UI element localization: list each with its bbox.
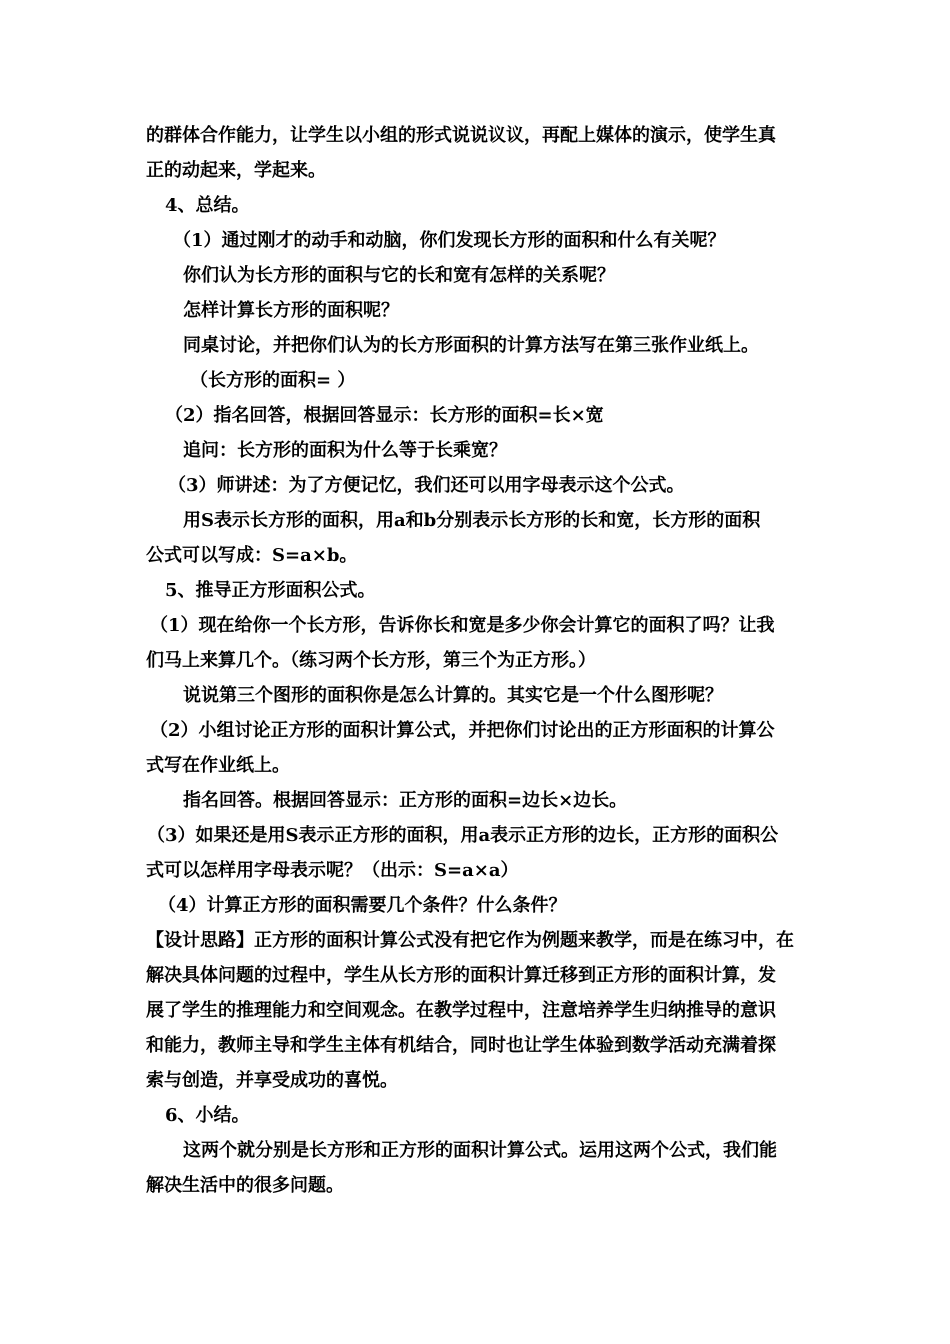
text-line: （3）师讲述：为了方便记忆，我们还可以用字母表示这个公式。 bbox=[168, 475, 685, 496]
text-line: （2）指名回答，根据回答显示：长方形的面积=长×宽 bbox=[165, 405, 604, 426]
text-line: （长方形的面积= ） bbox=[190, 370, 356, 391]
section-heading: 5、推导正方形面积公式。 bbox=[165, 580, 376, 601]
text-line: 式写在作业纸上。 bbox=[146, 755, 290, 776]
text-line: 正的动起来，学起来。 bbox=[146, 160, 326, 181]
text-line: 公式可以写成：S=a×b。 bbox=[146, 545, 358, 566]
text-line: 用S表示长方形的面积，用a和b分别表示长方形的长和宽，长方形的面积 bbox=[183, 510, 761, 531]
text-line: （3）如果还是用S表示正方形的面积，用a表示正方形的边长，正方形的面积公 bbox=[147, 825, 779, 846]
text-line: （1）现在给你一个长方形，告诉你长和宽是多少你会计算它的面积了吗？让我 bbox=[150, 615, 775, 636]
text-line: 你们认为长方形的面积与它的长和宽有怎样的关系呢？ bbox=[183, 265, 615, 286]
text-line: 展了学生的推理能力和空间观念。在教学过程中，注意培养学生归纳推导的意识 bbox=[146, 1000, 776, 1021]
text-line: 怎样计算长方形的面积呢？ bbox=[183, 300, 399, 321]
text-line: 解决具体问题的过程中，学生从长方形的面积计算迁移到正方形的面积计算，发 bbox=[146, 965, 776, 986]
text-line: 追问：长方形的面积为什么等于长乘宽？ bbox=[183, 440, 507, 461]
text-line: 式可以怎样用字母表示呢？（出示：S=a×a） bbox=[146, 860, 519, 881]
section-heading: 6、小结。 bbox=[165, 1105, 250, 1126]
text-line: 和能力，教师主导和学生主体有机结合，同时也让学生体验到数学活动充满着探 bbox=[146, 1035, 776, 1056]
text-line: 指名回答。根据回答显示：正方形的面积=边长×边长。 bbox=[183, 790, 628, 811]
text-line: 的群体合作能力，让学生以小组的形式说说议议，再配上媒体的演示，使学生真 bbox=[146, 125, 776, 146]
text-line: （4）计算正方形的面积需要几个条件？什么条件？ bbox=[158, 895, 567, 916]
text-line: 同桌讨论，并把你们认为的长方形面积的计算方法写在第三张作业纸上。 bbox=[183, 335, 759, 356]
text-line: （2）小组讨论正方形的面积计算公式，并把你们讨论出的正方形面积的计算公 bbox=[150, 720, 775, 741]
text-line: 说说第三个图形的面积你是怎么计算的。其实它是一个什么图形呢？ bbox=[183, 685, 723, 706]
text-line: 索与创造，并享受成功的喜悦。 bbox=[146, 1070, 398, 1091]
text-line: （1）通过刚才的动手和动脑，你们发现长方形的面积和什么有关呢？ bbox=[173, 230, 726, 251]
text-line: 们马上来算几个。（练习两个长方形，第三个为正方形。） bbox=[146, 650, 596, 671]
section-heading: 4、总结。 bbox=[165, 195, 250, 216]
text-line: 这两个就分别是长方形和正方形的面积计算公式。运用这两个公式，我们能 bbox=[183, 1140, 777, 1161]
text-line: 解决生活中的很多问题。 bbox=[146, 1175, 344, 1196]
design-note-heading: 【设计思路】正方形的面积计算公式没有把它作为例题来教学，而是在练习中，在 bbox=[146, 930, 794, 951]
